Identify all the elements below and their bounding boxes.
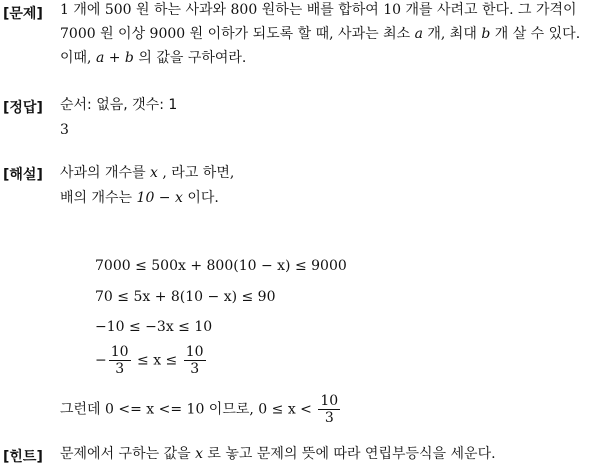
answer-value: 3 — [60, 122, 69, 138]
fraction-numerator: 10 — [110, 344, 129, 360]
conclusion-text: 그런데 0 <= x <= 10 이므로, 0 ≤ x < — [60, 401, 312, 418]
fraction-10-3-left — [109, 344, 131, 377]
fraction-denominator: 3 — [190, 361, 200, 377]
eq4-middle: ≤ x ≤ — [137, 352, 178, 369]
var-b: b — [481, 26, 491, 42]
equation-3: −10 ≤ −3x ≤ 10 — [95, 319, 213, 335]
explanation-line-2 — [60, 188, 219, 208]
var-x: x — [150, 165, 158, 181]
fraction-10-3-right — [184, 344, 206, 377]
problem-line-3-b: 의 값을 구하여라. — [133, 50, 247, 66]
explanation-line-2-a: 배의 개수는 — [60, 190, 137, 206]
hint-text-b: 로 놓고 문제의 뜻에 따라 연립부등식을 세운다. — [202, 446, 496, 462]
conclusion-line — [60, 393, 342, 426]
equation-1: 7000 ≤ 500x + 800(10 − x) ≤ 9000 — [95, 258, 347, 274]
fraction-10-3-conclusion — [318, 393, 340, 426]
problem-line-3-a: 이때, — [60, 50, 96, 66]
problem-line-1: 1 개에 500 원 하는 사과와 800 원하는 배를 합하여 10 개를 사려고 한다. 그 가격이 — [60, 2, 577, 18]
hint-line — [60, 444, 496, 464]
answer-meta: 순서: 없음, 갯수: 1 — [60, 97, 178, 113]
explanation-line-2-b: 이다. — [182, 190, 219, 206]
expr-a-plus-b: a + b — [95, 50, 134, 66]
hint-label: [힌트] — [3, 449, 43, 465]
equation-4 — [95, 344, 208, 377]
explanation-line-1 — [60, 163, 234, 183]
problem-label: [문제] — [3, 6, 43, 22]
fraction-denominator: 3 — [324, 410, 334, 426]
explanation-label: [해설] — [3, 167, 43, 183]
fraction-numerator: 10 — [320, 393, 339, 409]
hint-text-a: 문제에서 구하는 값을 — [60, 446, 196, 462]
problem-line-3 — [60, 48, 246, 68]
explanation-line-1-a: 사과의 개수를 — [60, 165, 151, 181]
hint-var-x: x — [195, 446, 203, 462]
equation-2: 70 ≤ 5x + 8(10 − x) ≤ 90 — [95, 289, 276, 305]
eq4-minus: − — [95, 352, 107, 369]
problem-line-2-b: 개, 최대 — [422, 26, 482, 42]
fraction-numerator: 10 — [185, 344, 204, 360]
answer-label: [정답] — [3, 100, 43, 116]
var-a: a — [414, 26, 423, 42]
expr-10-minus-x: 10 − x — [136, 190, 183, 206]
explanation-line-1-b: , 라고 하면, — [157, 165, 235, 181]
problem-line-2-c: 개 살 수 있다. — [490, 26, 581, 42]
problem-line-2 — [60, 24, 580, 44]
fraction-denominator: 3 — [115, 361, 125, 377]
problem-line-2-a: 7000 원 이상 9000 원 이하가 되도록 할 때, 사과는 최소 — [60, 26, 415, 42]
